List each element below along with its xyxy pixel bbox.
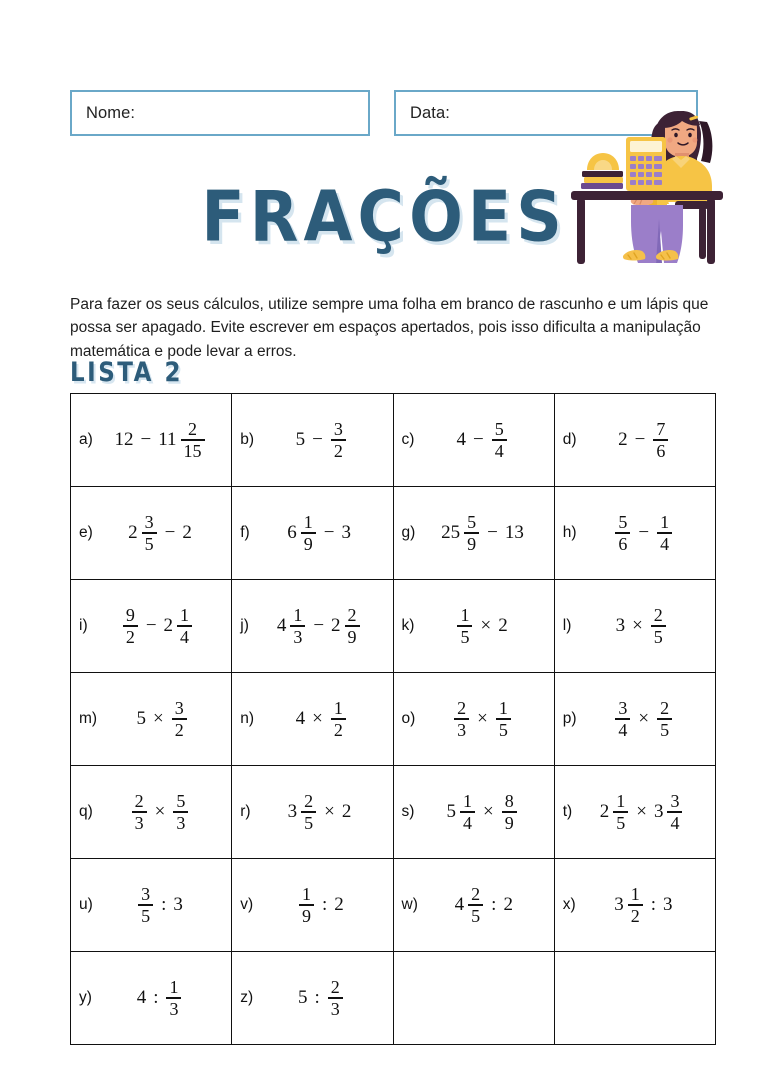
exercise-cell[interactable] [71,487,232,580]
exercise-cell[interactable] [393,673,554,766]
operator: − [145,614,157,636]
fraction-numerator: 3 [141,884,151,905]
exercise-label: l) [562,616,572,634]
exercise-label: w) [401,895,418,913]
operator: × [477,707,488,729]
exercise-label: f) [240,523,250,541]
exercise-cell-inner [563,885,707,924]
name-field[interactable] [70,90,370,136]
exercise-expression [92,606,224,645]
exercise-expression [418,792,545,831]
exercise-label: z) [240,988,254,1006]
girl-studying-illustration [571,101,743,269]
fraction-numerator: 9 [125,605,135,626]
exercise-cell-inner [563,699,707,738]
exercise-cell[interactable] [232,394,393,487]
fraction-denominator: 9 [467,533,477,554]
whole-number: 2 [334,893,344,915]
exercise-label: c) [401,430,415,448]
fraction [138,885,153,924]
exercise-cell-inner [79,420,223,459]
fraction [468,885,483,924]
exercise-row [71,487,716,580]
fraction-numerator: 2 [188,419,198,440]
whole-number: 3 [615,614,626,636]
exercise-expression [576,792,707,831]
exercise-label: o) [401,709,416,727]
fraction-denominator: 9 [347,626,357,647]
exercise-cell-inner [563,420,707,459]
fraction-denominator: 4 [494,440,504,461]
operator: − [472,428,484,450]
operator: : [153,986,159,1008]
fraction [496,699,511,738]
mixed-whole-part: 2 [331,614,341,636]
fraction-denominator: 4 [670,812,680,833]
exercise-cell-inner [79,699,223,738]
whole-number: 2 [618,428,628,450]
page-title: FRAÇÕES [201,175,567,258]
fraction [301,513,316,552]
mixed-number [128,513,158,552]
mixed-number [441,513,480,552]
operator: × [154,800,166,822]
exercise-expression [101,699,223,738]
fraction-numerator: 7 [656,419,666,440]
fraction [142,513,157,552]
exercise-cell-inner [402,420,546,459]
fraction-denominator: 3 [169,998,179,1019]
fraction [502,792,517,831]
fraction-numerator: 5 [176,791,186,812]
fraction-numerator: 5 [618,512,628,533]
exercise-cell-inner [240,792,384,831]
mixed-whole-part: 2 [599,800,610,822]
whole-number: 12 [114,428,134,450]
operator: : [491,893,497,915]
exercise-expression [580,885,707,924]
operator: × [482,800,494,822]
exercise-label: q) [79,802,93,820]
exercise-label: d) [562,430,577,448]
fraction-denominator: 2 [333,440,343,461]
fraction [172,699,187,738]
operator: − [312,428,323,450]
whole-number: 2 [503,893,513,915]
exercise-cell[interactable] [554,394,715,487]
fraction [345,606,360,645]
fraction [651,606,666,645]
exercise-cell[interactable] [232,766,393,859]
exercise-expression [97,420,223,459]
exercise-expression [97,513,223,552]
fraction-numerator: 1 [301,884,311,905]
exercise-label: i) [79,616,88,634]
operator: − [487,521,498,543]
fraction-numerator: 2 [660,698,670,719]
exercise-cell[interactable] [232,952,393,1045]
exercise-cell-inner [563,792,707,831]
fraction-denominator: 5 [304,812,314,833]
fraction [628,885,643,924]
exercise-cell-inner [240,420,384,459]
fraction-denominator: 5 [616,812,626,833]
operator: × [638,707,650,729]
mixed-whole-part: 4 [454,893,465,915]
fraction-numerator: 1 [180,605,190,626]
exercise-expression [418,606,545,645]
fraction [667,792,682,831]
mixed-whole-part: 3 [614,893,624,915]
exercise-cell[interactable] [554,487,715,580]
operator: × [324,800,335,822]
operator: : [650,893,656,915]
exercise-label: v) [240,895,254,913]
exercise-label: g) [401,523,416,541]
operator: − [313,614,325,636]
fraction-numerator: 3 [174,698,184,719]
fraction-denominator: 5 [653,626,663,647]
exercise-cell[interactable] [554,673,715,766]
mixed-number [164,606,194,645]
fraction [132,792,147,831]
exercise-cell-inner [240,978,384,1017]
fraction [123,606,138,645]
whole-number: 13 [504,521,524,543]
exercise-expression [253,606,385,645]
exercise-cell-empty[interactable] [554,952,715,1045]
whole-number: 4 [136,986,147,1008]
fraction-denominator: 2 [333,719,343,740]
exercise-cell-inner [79,885,223,924]
fraction-denominator: 9 [301,905,311,926]
fraction-denominator: 9 [504,812,514,833]
fraction-numerator: 2 [347,605,357,626]
exercise-expression [254,513,385,552]
fraction-numerator: 2 [304,791,314,812]
mixed-number [277,606,307,645]
instructions-text: Para fazer os seus cálculos, utilize sempre uma folha em branco de rascunho e um lápis que possa ser apagado. Evite escrever em espaços apertados, pois isso dificulta a manipulação matemática e pode levar a erros. [70,295,709,360]
operator: × [153,707,164,729]
operator: × [636,800,647,822]
operator: : [321,893,328,915]
fraction-denominator: 3 [330,998,340,1019]
fraction-numerator: 1 [630,884,640,905]
fraction [181,420,205,459]
mixed-number [600,792,630,831]
exercise-table-body [71,394,716,1045]
whole-number: 3 [341,521,351,543]
exercise-cell[interactable] [232,859,393,952]
exercise-cell[interactable] [232,580,393,673]
section-heading-lista: LISTA 2 [70,358,183,388]
exercise-expression [255,792,385,831]
fraction-numerator: 1 [293,605,303,626]
fraction-numerator: 3 [333,419,343,440]
fraction-numerator: 2 [457,698,467,719]
fraction-denominator: 4 [180,626,190,647]
exercise-label: e) [79,523,93,541]
exercise-cell[interactable] [393,859,554,952]
whole-number: 2 [341,800,352,822]
fraction-numerator: 1 [460,605,470,626]
exercise-cell-inner [563,513,707,552]
fraction [653,420,668,459]
mixed-number [654,792,684,831]
fraction-denominator: 6 [656,440,666,461]
exercise-cell[interactable] [232,487,393,580]
exercise-expression [257,978,384,1017]
exercise-label: j) [240,616,249,634]
exercise-expression [575,606,707,645]
whole-number: 2 [182,521,192,543]
exercise-cell-inner [240,699,384,738]
exercise-cell[interactable] [393,394,554,487]
fraction [464,513,479,552]
exercise-label: m) [79,709,98,727]
exercise-cell-inner [402,885,546,924]
whole-number: 5 [136,707,147,729]
fraction-denominator: 15 [183,440,202,461]
exercise-cell-inner [240,606,384,645]
fraction-denominator: 5 [141,905,151,926]
fraction-denominator: 3 [176,812,186,833]
exercise-row [71,673,716,766]
exercise-label: x) [562,895,576,913]
exercise-cell-inner [240,885,384,924]
exercise-cell-inner [79,792,223,831]
exercise-cell[interactable] [393,580,554,673]
fraction-numerator: 2 [330,977,340,998]
fraction-denominator: 5 [660,719,670,740]
fraction-numerator: 3 [670,791,680,812]
exercise-label: t) [562,802,573,820]
exercise-expression [419,699,545,738]
operator: : [161,893,167,915]
whole-number: 5 [295,428,306,450]
exercise-cell-inner [79,978,223,1017]
exercise-cell[interactable] [71,580,232,673]
mixed-whole-part: 4 [276,614,287,636]
fraction [166,978,181,1017]
fraction-numerator: 2 [653,605,663,626]
whole-number: 4 [456,428,466,450]
operator: − [140,428,152,450]
fraction-numerator: 3 [618,698,628,719]
exercise-row [71,766,716,859]
fraction-denominator: 3 [293,626,303,647]
fraction [301,792,316,831]
exercise-cell-inner [402,606,546,645]
mixed-whole-part: 6 [287,521,297,543]
exercise-cell[interactable] [554,766,715,859]
exercise-label: n) [240,709,255,727]
exercise-expression [257,885,384,924]
exercise-row [71,580,716,673]
exercise-cell[interactable] [232,673,393,766]
fraction-numerator: 1 [333,698,343,719]
exercise-label: h) [562,523,577,541]
exercise-cell[interactable] [71,394,232,487]
fraction-numerator: 1 [303,512,313,533]
exercise-label: k) [401,616,415,634]
fraction [615,699,630,738]
exercise-expression [581,420,707,459]
fraction [331,420,346,459]
exercise-expression [418,420,545,459]
fraction [657,699,672,738]
exercise-expression [97,792,223,831]
exercise-cell[interactable] [71,859,232,952]
exercise-expression [581,699,707,738]
exercise-cell[interactable] [71,766,232,859]
mixed-number [288,792,318,831]
fraction [173,792,188,831]
fraction [299,885,314,924]
exercise-cell[interactable] [71,952,232,1045]
exercise-cell-inner [79,513,223,552]
exercise-cell-empty[interactable] [393,952,554,1045]
fraction-denominator: 5 [144,533,154,554]
whole-number: 3 [662,893,673,915]
exercise-cell[interactable] [393,487,554,580]
exercise-cell-inner [402,513,546,552]
fraction [492,420,507,459]
exercise-cell[interactable] [554,580,715,673]
fraction-numerator: 2 [134,791,144,812]
fraction-denominator: 2 [630,905,640,926]
fraction [290,606,305,645]
fraction-denominator: 4 [660,533,670,554]
mixed-whole-part: 2 [128,521,138,543]
exercise-table [70,393,716,1045]
operator: − [634,428,646,450]
mixed-whole-part: 5 [446,800,456,822]
fraction-denominator: 3 [457,719,467,740]
fraction-numerator: 1 [498,698,508,719]
exercise-label: r) [240,802,251,820]
exercise-expression [258,420,384,459]
whole-number: 4 [295,707,306,729]
exercise-expression [96,978,223,1017]
exercise-expression [419,513,545,552]
fraction-numerator: 3 [144,512,154,533]
exercise-label: y) [79,988,92,1006]
exercise-cell-inner [563,606,707,645]
whole-number: 2 [498,614,508,636]
mixed-number [158,420,205,459]
whole-number: 3 [173,893,183,915]
fraction [613,792,628,831]
exercise-expression [97,885,223,924]
fraction-numerator: 8 [504,791,514,812]
operator: − [164,521,176,543]
exercise-label: u) [79,895,93,913]
exercise-cell-inner [240,513,384,552]
operator: : [314,986,320,1008]
fraction-numerator: 1 [660,512,670,533]
fraction-denominator: 4 [618,719,628,740]
fraction-denominator: 5 [460,626,470,647]
mixed-whole-part: 25 [441,521,461,543]
exercise-label: p) [562,709,577,727]
exercise-row [71,394,716,487]
fraction [615,513,630,552]
fraction-denominator: 6 [618,533,628,554]
name-field-label: Nome: [86,103,136,122]
mixed-number [287,513,317,552]
fraction-denominator: 2 [174,719,184,740]
exercise-cell[interactable] [71,673,232,766]
exercise-cell-inner [402,792,546,831]
mixed-whole-part: 3 [287,800,298,822]
exercise-expression [581,513,707,552]
fraction-denominator: 3 [134,812,144,833]
mixed-whole-part: 2 [163,614,174,636]
fraction-numerator: 1 [462,791,472,812]
exercise-cell[interactable] [393,766,554,859]
exercise-cell-inner [79,606,223,645]
fraction-numerator: 5 [494,419,504,440]
exercise-label: a) [79,430,93,448]
fraction-numerator: 2 [471,884,481,905]
fraction-numerator: 1 [169,977,179,998]
fraction [328,978,343,1017]
fraction [657,513,672,552]
fraction-numerator: 1 [616,791,626,812]
mixed-number [446,792,476,831]
date-field-label: Data: [410,103,450,122]
exercise-row [71,952,716,1045]
exercise-cell[interactable] [554,859,715,952]
fraction-denominator: 4 [462,812,472,833]
operator: − [638,521,650,543]
operator: × [312,707,323,729]
exercise-cell-inner [402,699,546,738]
whole-number: 5 [297,986,308,1008]
fraction-denominator: 5 [471,905,481,926]
mixed-number [455,885,485,924]
mixed-whole-part: 3 [653,800,664,822]
exercise-expression [258,699,384,738]
mixed-whole-part: 11 [158,428,177,450]
fraction-denominator: 9 [303,533,313,554]
exercise-row [71,859,716,952]
fraction [331,699,346,738]
fraction [460,792,475,831]
fraction [457,606,472,645]
fraction-numerator: 5 [467,512,477,533]
exercise-label: s) [401,802,415,820]
exercise-expression [422,885,546,924]
fraction [454,699,469,738]
operator: × [632,614,643,636]
fraction [177,606,192,645]
fraction-denominator: 5 [498,719,508,740]
fraction-denominator: 2 [125,626,135,647]
exercise-label: b) [240,430,255,448]
mixed-number [331,606,361,645]
operator: − [323,521,335,543]
mixed-number [614,885,644,924]
operator: × [480,614,492,636]
